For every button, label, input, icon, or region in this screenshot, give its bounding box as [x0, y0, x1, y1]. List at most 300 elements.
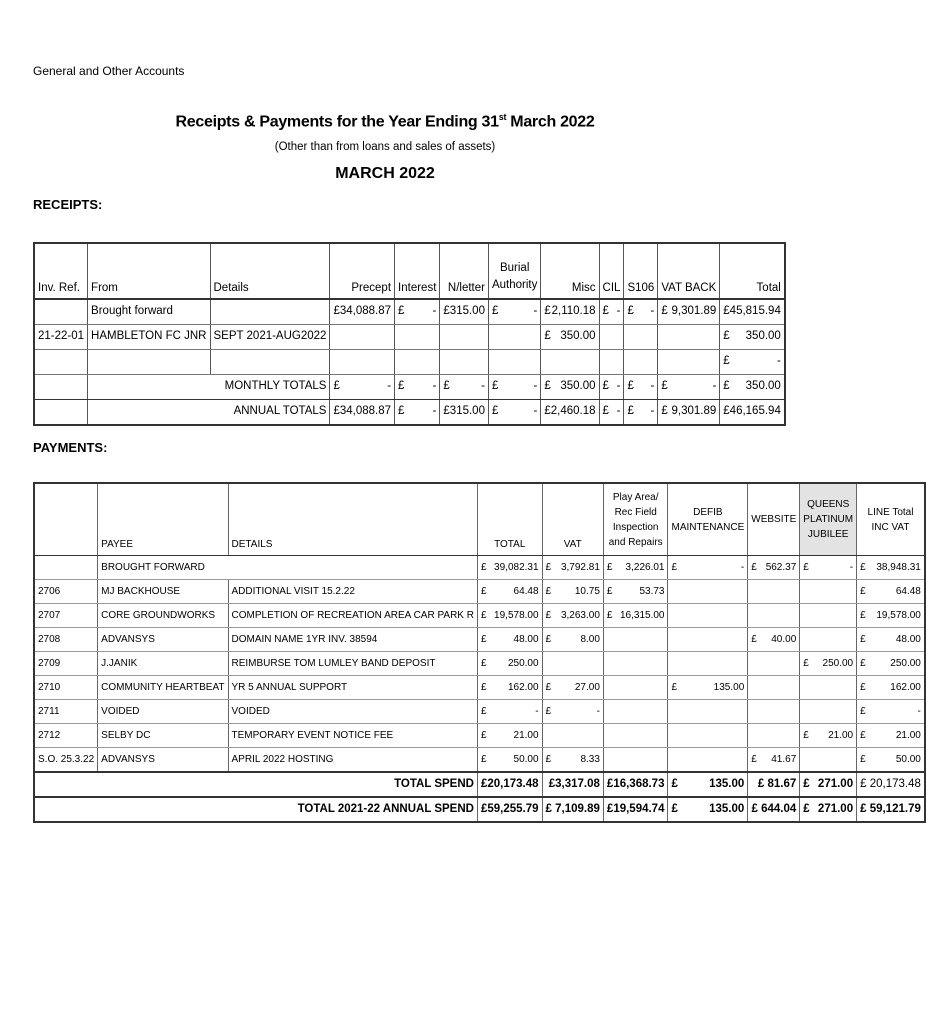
accounts-label: General and Other Accounts: [33, 64, 185, 78]
payment-row: [34, 556, 925, 580]
payment-defib: [668, 628, 748, 652]
receipt-from: [88, 350, 210, 375]
amount: 20,173.48: [869, 777, 921, 790]
receipt-from: Brought forward: [88, 299, 210, 325]
payment-defib: [668, 748, 748, 773]
pound-sign: £: [860, 777, 867, 790]
amount: 350.00: [560, 380, 596, 393]
amount: -: [650, 305, 655, 318]
receipt-interest: [395, 325, 440, 350]
payments-heading: PAYMENTS:: [33, 440, 108, 455]
pound-sign: £: [480, 609, 487, 621]
payment-ref: [34, 556, 98, 580]
receipt-s106: [624, 325, 658, 350]
monthly-cil: [599, 375, 624, 400]
amount: 8.00: [580, 633, 600, 645]
payment-row: [34, 724, 925, 748]
payment-payee: ADVANSYS: [98, 748, 228, 773]
total-spend-vat: £3,317.08: [542, 772, 603, 797]
pound-sign: £: [803, 729, 809, 741]
amount: 9,301.89: [671, 305, 717, 318]
payment-website: [748, 556, 800, 580]
amount: -: [849, 561, 854, 573]
pound-sign: £: [723, 380, 730, 393]
receipt-burial: [488, 350, 540, 375]
receipt-misc: [541, 350, 599, 375]
amount: 135.00: [709, 802, 745, 815]
payment-defib: [668, 724, 748, 748]
amount: 50.00: [895, 753, 921, 765]
annual-totals-label: ANNUAL TOTALS: [88, 400, 330, 426]
monthly-totals-label: MONTHLY TOTALS: [88, 375, 330, 400]
pound-sign: £: [480, 633, 487, 645]
pound-sign: £: [803, 802, 810, 815]
payment-payee: J.JANIK: [98, 652, 228, 676]
receipt-precept: [330, 350, 395, 375]
totals-spacer: [34, 375, 88, 400]
amount: 2,460.18: [550, 405, 596, 418]
pound-sign: £: [671, 777, 678, 790]
pound-sign: £: [606, 585, 613, 597]
amount: 135.00: [713, 681, 745, 693]
payment-total: [477, 556, 542, 580]
payment-play: [603, 724, 668, 748]
payment-website: [748, 724, 800, 748]
pound-sign: £: [544, 330, 551, 343]
payments-table: [33, 482, 926, 823]
annual-misc: [541, 400, 599, 426]
payment-line: [857, 628, 925, 652]
pound-sign: £: [545, 753, 552, 765]
receipt-row: [34, 350, 785, 375]
amount: 59,255.79: [487, 802, 539, 815]
receipt-cil: [599, 299, 624, 325]
pound-sign: £: [627, 380, 634, 393]
monthly-total: [720, 375, 785, 400]
pound-sign: £: [480, 705, 487, 717]
payment-line: [857, 580, 925, 604]
amount: 135.00: [709, 777, 745, 790]
pound-sign: £: [602, 380, 609, 393]
receipt-ref: 21-22-01: [34, 325, 88, 350]
pound-sign: £: [544, 380, 551, 393]
receipt-from: HAMBLETON FC JNR: [88, 325, 210, 350]
amount: -: [535, 705, 539, 717]
payment-details: APRIL 2022 HOSTING: [228, 748, 477, 773]
col-ref: [34, 483, 98, 556]
pound-sign: £: [333, 405, 340, 418]
pound-sign: £: [602, 405, 609, 418]
pound-sign: £: [545, 585, 552, 597]
receipt-interest: [395, 350, 440, 375]
amount: 20,173.48: [487, 777, 539, 790]
payment-ref: 2710: [34, 676, 98, 700]
amount: -: [481, 380, 485, 393]
payments-header-row: [34, 483, 925, 556]
pound-sign: £: [661, 405, 668, 418]
receipt-total: [720, 350, 785, 375]
col-line-total: LINE Total INC VAT: [857, 483, 925, 556]
payment-payee: VOIDED: [98, 700, 228, 724]
col-pay-vat: VAT: [542, 483, 603, 556]
col-interest: Interest: [395, 243, 440, 299]
pound-sign: £: [545, 633, 552, 645]
annual-spend-jubilee: [800, 797, 857, 822]
pound-sign: £: [606, 777, 614, 790]
total-spend-play: [603, 772, 668, 797]
receipt-s106: [624, 299, 658, 325]
monthly-s106: [624, 375, 658, 400]
receipt-row: [34, 299, 785, 325]
pound-sign: £: [803, 561, 809, 573]
pound-sign: £: [860, 633, 866, 645]
payment-row: [34, 676, 925, 700]
pound-sign: £: [627, 405, 634, 418]
pound-sign: £: [803, 657, 809, 669]
payment-vat: [542, 724, 603, 748]
amount: -: [432, 305, 437, 318]
receipt-ref: [34, 299, 88, 325]
amount: -: [616, 380, 621, 393]
monthly-burial: [488, 375, 540, 400]
receipt-nletter: [440, 325, 489, 350]
payment-line: [857, 700, 925, 724]
payment-row: [34, 604, 925, 628]
payment-website: [748, 652, 800, 676]
receipt-cil: [599, 325, 624, 350]
col-play-area: Play Area/ Rec Field Inspection and Repairs: [603, 483, 668, 556]
monthly-nletter: [440, 375, 489, 400]
payment-row: [34, 700, 925, 724]
amount: -: [650, 405, 655, 418]
payment-website: [748, 628, 800, 652]
monthly-vat: [658, 375, 720, 400]
monthly-misc: [541, 375, 599, 400]
payment-website: [748, 580, 800, 604]
payment-website: [748, 748, 800, 773]
payment-play: [603, 676, 668, 700]
amount: -: [533, 305, 538, 318]
amount: 10.75: [574, 585, 600, 597]
col-vat-back: VAT BACK: [658, 243, 720, 299]
pound-sign: £: [491, 405, 499, 418]
receipt-s106: [624, 350, 658, 375]
payment-play: [603, 652, 668, 676]
pound-sign: £: [860, 561, 866, 573]
payment-payee: CORE GROUNDWORKS: [98, 604, 228, 628]
amount: -: [650, 380, 655, 393]
receipt-burial: [488, 299, 540, 325]
annual-vat: [658, 400, 720, 426]
receipt-cil: [599, 350, 624, 375]
payment-ref: S.O. 25.3.22: [34, 748, 98, 773]
pound-sign: £: [480, 753, 487, 765]
amount: 315.00: [449, 305, 485, 318]
payment-total: [477, 628, 542, 652]
pound-sign: £: [545, 705, 552, 717]
annual-precept: [330, 400, 395, 426]
amount: -: [432, 405, 437, 418]
payment-line: [857, 724, 925, 748]
pound-sign: £: [443, 380, 450, 393]
payment-defib: [668, 652, 748, 676]
annual-nletter: [440, 400, 489, 426]
annual-spend-vat: £ 7,109.89: [542, 797, 603, 822]
amount: 162.00: [890, 681, 921, 693]
amount: -: [777, 355, 781, 368]
receipt-vat: [658, 325, 720, 350]
payment-payee: MJ BACKHOUSE: [98, 580, 228, 604]
pound-sign: £: [751, 753, 757, 765]
amount: 64.48: [895, 585, 921, 597]
payment-jubilee: [800, 556, 857, 580]
pound-sign: £: [860, 729, 866, 741]
annual-spend-website: £ 644.04: [748, 797, 800, 822]
payment-payee: ADVANSYS: [98, 628, 228, 652]
annual-burial: [488, 400, 540, 426]
payment-play: [603, 700, 668, 724]
receipts-table: [33, 242, 786, 426]
col-cil: CIL: [599, 243, 624, 299]
amount: 16,315.00: [619, 609, 665, 621]
amount: -: [917, 705, 921, 717]
amount: -: [596, 705, 600, 717]
amount: 19,594.74: [613, 802, 665, 815]
payment-row: [34, 580, 925, 604]
pound-sign: £: [398, 380, 405, 393]
total-spend-defib: [668, 772, 748, 797]
pound-sign: £: [545, 681, 552, 693]
payment-play: [603, 748, 668, 773]
col-nletter: N/letter: [440, 243, 489, 299]
receipt-nletter: [440, 299, 489, 325]
amount: -: [432, 380, 437, 393]
month-heading: MARCH 2022: [335, 165, 435, 182]
amount: 350.00: [745, 380, 781, 393]
annual-spend-line: £ 59,121.79: [857, 797, 925, 822]
col-inv-ref: Inv. Ref.: [34, 243, 88, 299]
amount: -: [533, 380, 538, 393]
amount: 16,368.73: [613, 777, 665, 790]
payment-payee: SELBY DC: [98, 724, 228, 748]
pound-sign: £: [480, 585, 487, 597]
annual-cil: [599, 400, 624, 426]
amount: 41.67: [771, 753, 797, 765]
annual-spend-total: [477, 797, 542, 822]
payment-row: [34, 748, 925, 773]
payment-details: COMPLETION OF RECREATION AREA CAR PARK R: [228, 604, 477, 628]
pound-sign: £: [661, 380, 668, 393]
amount: -: [740, 561, 745, 573]
pound-sign: £: [480, 802, 488, 815]
payment-payee: COMMUNITY HEARTBEAT: [98, 676, 228, 700]
annual-spend-play: [603, 797, 668, 822]
receipt-misc: [541, 299, 599, 325]
col-details: Details: [210, 243, 330, 299]
receipt-row: [34, 325, 785, 350]
amount: -: [616, 305, 621, 318]
receipt-vat: [658, 299, 720, 325]
payment-website: [748, 676, 800, 700]
pound-sign: £: [544, 305, 551, 318]
payment-jubilee: [800, 652, 857, 676]
payment-line: [857, 748, 925, 773]
payment-details: TEMPORARY EVENT NOTICE FEE: [228, 724, 477, 748]
receipt-precept: [330, 325, 395, 350]
pound-sign: £: [860, 585, 866, 597]
payment-ref: 2706: [34, 580, 98, 604]
payment-ref: 2707: [34, 604, 98, 628]
pound-sign: £: [443, 405, 450, 418]
amount: -: [533, 405, 538, 418]
amount: 27.00: [574, 681, 600, 693]
payment-row: [34, 652, 925, 676]
pound-sign: £: [491, 305, 499, 318]
receipt-total: [720, 325, 785, 350]
amount: 48.00: [895, 633, 921, 645]
payment-jubilee: [800, 748, 857, 773]
amount: 350.00: [560, 330, 596, 343]
col-burial: Burial Authority: [488, 243, 540, 299]
amount: 50.00: [513, 753, 539, 765]
pound-sign: £: [491, 380, 499, 393]
col-from: From: [88, 243, 210, 299]
payment-details: ADDITIONAL VISIT 15.2.22: [228, 580, 477, 604]
page-title: Receipts & Payments for the Year Ending 31st March 2022: [175, 112, 595, 131]
payment-ref: 2711: [34, 700, 98, 724]
payment-line: [857, 652, 925, 676]
amount: 38,948.31: [876, 561, 921, 573]
col-pay-details: DETAILS: [228, 483, 477, 556]
payment-play: [603, 628, 668, 652]
payment-row: [34, 628, 925, 652]
col-jubilee: QUEENS PLATINUM JUBILEE: [800, 483, 857, 556]
pound-sign: £: [545, 561, 552, 573]
pound-sign: £: [398, 305, 405, 318]
amount: -: [616, 405, 621, 418]
amount: 64.48: [513, 585, 539, 597]
payment-vat: [542, 628, 603, 652]
pound-sign: £: [333, 305, 340, 318]
annual-total: £46,165.94: [720, 400, 785, 426]
pound-sign: £: [671, 681, 678, 693]
col-misc: Misc: [541, 243, 599, 299]
pound-sign: £: [803, 777, 810, 790]
amount: 3,792.81: [560, 561, 600, 573]
amount: 350.00: [745, 330, 781, 343]
amount: 3,263.00: [560, 609, 600, 621]
payment-vat: [542, 604, 603, 628]
amount: 9,301.89: [671, 405, 717, 418]
amount: 39,082.31: [494, 561, 539, 573]
pound-sign: £: [860, 657, 866, 669]
pound-sign: £: [751, 633, 757, 645]
receipt-misc: [541, 325, 599, 350]
pound-sign: £: [723, 330, 730, 343]
receipt-nletter: [440, 350, 489, 375]
col-total: Total: [720, 243, 785, 299]
payment-vat: [542, 556, 603, 580]
pound-sign: £: [545, 609, 552, 621]
amount: 21.00: [828, 729, 854, 741]
payment-play: [603, 556, 668, 580]
amount: -: [387, 380, 392, 393]
pound-sign: £: [860, 705, 866, 717]
amount: 8.33: [580, 753, 600, 765]
total-spend-label: TOTAL SPEND: [34, 772, 477, 797]
payment-total: [477, 724, 542, 748]
col-pay-total: TOTAL: [477, 483, 542, 556]
pound-sign: £: [661, 305, 668, 318]
payment-payee: BROUGHT FORWARD: [98, 556, 478, 580]
payment-total: [477, 604, 542, 628]
amount: 40.00: [771, 633, 797, 645]
annual-spend-label: TOTAL 2021-22 ANNUAL SPEND: [34, 797, 477, 822]
amount: 48.00: [513, 633, 539, 645]
pound-sign: £: [860, 609, 866, 621]
amount: 19,578.00: [494, 609, 539, 621]
pound-sign: £: [480, 561, 487, 573]
payment-jubilee: [800, 724, 857, 748]
amount: 315.00: [449, 405, 485, 418]
pound-sign: £: [602, 305, 609, 318]
pound-sign: £: [480, 681, 487, 693]
payment-jubilee: [800, 628, 857, 652]
pound-sign: £: [480, 657, 487, 669]
amount: 162.00: [507, 681, 539, 693]
receipt-details: SEPT 2021-AUG2022: [210, 325, 330, 350]
pound-sign: £: [627, 305, 634, 318]
payment-total: [477, 700, 542, 724]
payment-total: [477, 748, 542, 773]
payment-line: [857, 604, 925, 628]
payment-defib: [668, 580, 748, 604]
payment-jubilee: [800, 580, 857, 604]
total-spend-row: [34, 772, 925, 797]
payment-website: [748, 700, 800, 724]
pound-sign: £: [333, 380, 340, 393]
receipt-total: £45,815.94: [720, 299, 785, 325]
amount: 34,088.87: [339, 405, 392, 418]
receipt-burial: [488, 325, 540, 350]
col-payee: PAYEE: [98, 483, 228, 556]
payment-details: DOMAIN NAME 1YR INV. 38594: [228, 628, 477, 652]
payment-ref: 2712: [34, 724, 98, 748]
payment-jubilee: [800, 700, 857, 724]
annual-interest: [395, 400, 440, 426]
pound-sign: £: [860, 681, 866, 693]
total-spend-jubilee: [800, 772, 857, 797]
amount: 271.00: [817, 777, 854, 790]
pound-sign: £: [671, 561, 678, 573]
pound-sign: £: [606, 802, 614, 815]
page-subtitle: (Other than from loans and sales of assets): [274, 141, 496, 153]
pound-sign: £: [398, 405, 405, 418]
monthly-totals-row: [34, 375, 785, 400]
annual-s106: [624, 400, 658, 426]
payment-defib: [668, 700, 748, 724]
col-precept: Precept: [330, 243, 395, 299]
pound-sign: £: [480, 777, 488, 790]
amount: 34,088.87: [339, 305, 392, 318]
receipt-details: [210, 299, 330, 325]
payment-play: [603, 580, 668, 604]
payment-defib: [668, 604, 748, 628]
total-spend-total: [477, 772, 542, 797]
payment-vat: [542, 652, 603, 676]
amount: 2,110.18: [551, 305, 596, 318]
payment-total: [477, 676, 542, 700]
